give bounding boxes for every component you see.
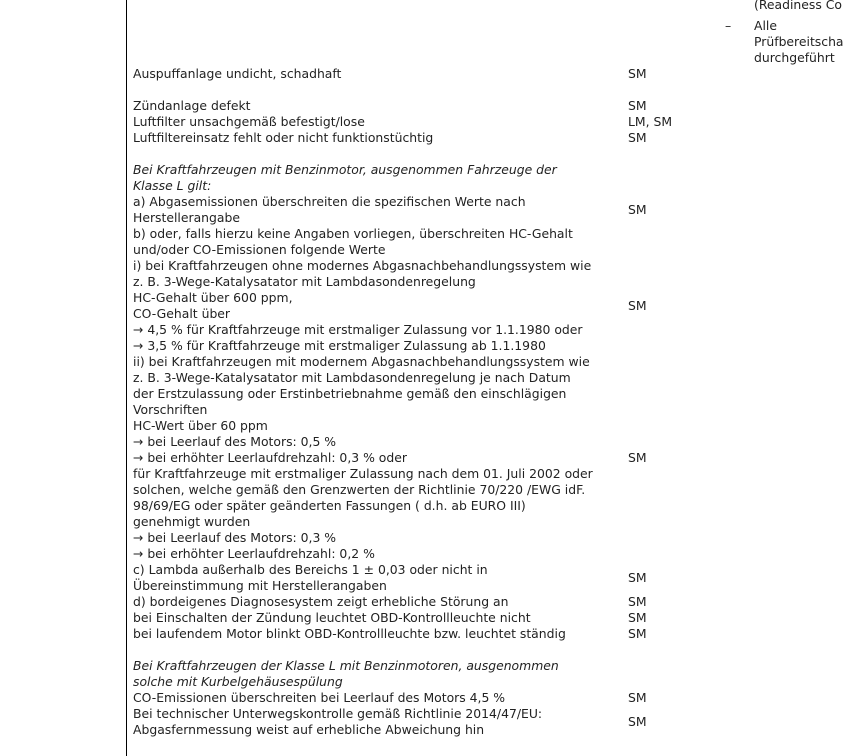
item-b-text: → 3,5 % für Kraftfahrzeuge mit erstmaliger Zulassung ab 1.1.1980 [133, 338, 546, 353]
item-ii-text: solchen, welche gemäß den Grenzwerten der Richtlinie 70/220 /EWG idF. [133, 482, 586, 497]
row-auspuff: Auspuffanlage undicht, schadhaft [133, 66, 342, 81]
item-d2-text: bei Einschalten der Zündung leuchtet OBD-Kontrollleuchte nicht [133, 610, 531, 625]
item-ii-text: Vorschriften [133, 402, 208, 417]
klasse-l-heading: solche mit Kurbelgehäusespülung [133, 674, 343, 689]
code-luftfilter: LM, SM [628, 114, 673, 129]
row-zuendanlage: Zündanlage defekt [133, 98, 251, 113]
item-b-text: CO-Gehalt über [133, 306, 231, 321]
item-ii-text: z. B. 3-Wege-Katalysatator mit Lambdasondenregelung je nach Datum [133, 370, 571, 385]
pruefbereitschaft-text: Prüfbereitscha [754, 34, 844, 49]
item-c-text: c) Lambda außerhalb des Bereichs 1 ± 0,03 oder nicht in [133, 562, 488, 577]
item-ii-text: der Erstzulassung oder Erstinbetriebnahme gemäß den einschlägigen [133, 386, 567, 401]
table-left-border [126, 0, 127, 756]
item-b-text: i) bei Kraftfahrzeugen ohne modernes Abgasnachbehandlungssystem wie [133, 258, 592, 273]
item-b-text: HC-Gehalt über 600 ppm, [133, 290, 293, 305]
item-ii-text: ii) bei Kraftfahrzeugen mit modernem Abgasnachbehandlungssystem wie [133, 354, 590, 369]
benzin-heading: Bei Kraftfahrzeugen mit Benzinmotor, ausgenommen Fahrzeuge der [133, 162, 557, 177]
item-b-text: z. B. 3-Wege-Katalysatator mit Lambdasondenregelung [133, 274, 476, 289]
list-dash: – [725, 18, 732, 33]
code-item-b: SM [628, 298, 647, 313]
unterwegs-text: Abgasfernmessung weist auf erhebliche Abweichung hin [133, 722, 485, 737]
row-luftfiltereinsatz: Luftfiltereinsatz fehlt oder nicht funktionstüchtig [133, 130, 434, 145]
item-ii-text: → bei Leerlauf des Motors: 0,3 % [133, 530, 337, 545]
durchgefuehrt-text: durchgeführt [754, 50, 835, 65]
item-ii-text: genehmigt wurden [133, 514, 251, 529]
item-ii-text: → bei erhöhter Leerlaufdrehzahl: 0,2 % [133, 546, 375, 561]
item-ii-text: für Kraftfahrzeuge mit erstmaliger Zulassung nach dem 01. Juli 2002 oder [133, 466, 593, 481]
code-item-d: SM [628, 594, 647, 609]
code-item-d3: SM [628, 626, 647, 641]
code-zuendanlage: SM [628, 98, 647, 113]
code-auspuff: SM [628, 66, 647, 81]
code-item-ii: SM [628, 450, 647, 465]
alle-text: Alle [754, 18, 777, 33]
readiness-fragment: (Readiness Co [754, 0, 842, 12]
item-a-text: Herstellerangabe [133, 210, 240, 225]
item-ii-text: → bei erhöhter Leerlaufdrehzahl: 0,3 % oder [133, 450, 407, 465]
code-co-emissionen: SM [628, 690, 647, 705]
code-item-a: SM [628, 202, 647, 217]
item-ii-text: 98/69/EG oder später geänderten Fassungen ( d.h. ab EURO III) [133, 498, 526, 513]
code-item-c: SM [628, 570, 647, 585]
benzin-heading: Klasse L gilt: [133, 178, 212, 193]
item-b-text: → 4,5 % für Kraftfahrzeuge mit erstmaliger Zulassung vor 1.1.1980 oder [133, 322, 583, 337]
item-ii-text: HC-Wert über 60 ppm [133, 418, 268, 433]
item-d-text: d) bordeigenes Diagnosesystem zeigt erhebliche Störung an [133, 594, 509, 609]
item-d3-text: bei laufendem Motor blinkt OBD-Kontrollleuchte bzw. leuchtet ständig [133, 626, 566, 641]
code-item-d2: SM [628, 610, 647, 625]
klasse-l-heading: Bei Kraftfahrzeugen der Klasse L mit Benzinmotoren, ausgenommen [133, 658, 559, 673]
code-luftfiltereinsatz: SM [628, 130, 647, 145]
item-c-text: Übereinstimmung mit Herstellerangaben [133, 578, 387, 593]
item-b-text: und/oder CO-Emissionen folgende Werte [133, 242, 386, 257]
unterwegs-text: Bei technischer Unterwegskontrolle gemäß Richtlinie 2014/47/EU: [133, 706, 543, 721]
code-unterwegs: SM [628, 714, 647, 729]
row-luftfilter: Luftfilter unsachgemäß befestigt/lose [133, 114, 365, 129]
co-emissionen-text: CO-Emissionen überschreiten bei Leerlauf des Motors 4,5 % [133, 690, 506, 705]
item-b-text: b) oder, falls hierzu keine Angaben vorliegen, überschreiten HC-Gehalt [133, 226, 573, 241]
item-ii-text: → bei Leerlauf des Motors: 0,5 % [133, 434, 337, 449]
item-a-text: a) Abgasemissionen überschreiten die spezifischen Werte nach [133, 194, 526, 209]
